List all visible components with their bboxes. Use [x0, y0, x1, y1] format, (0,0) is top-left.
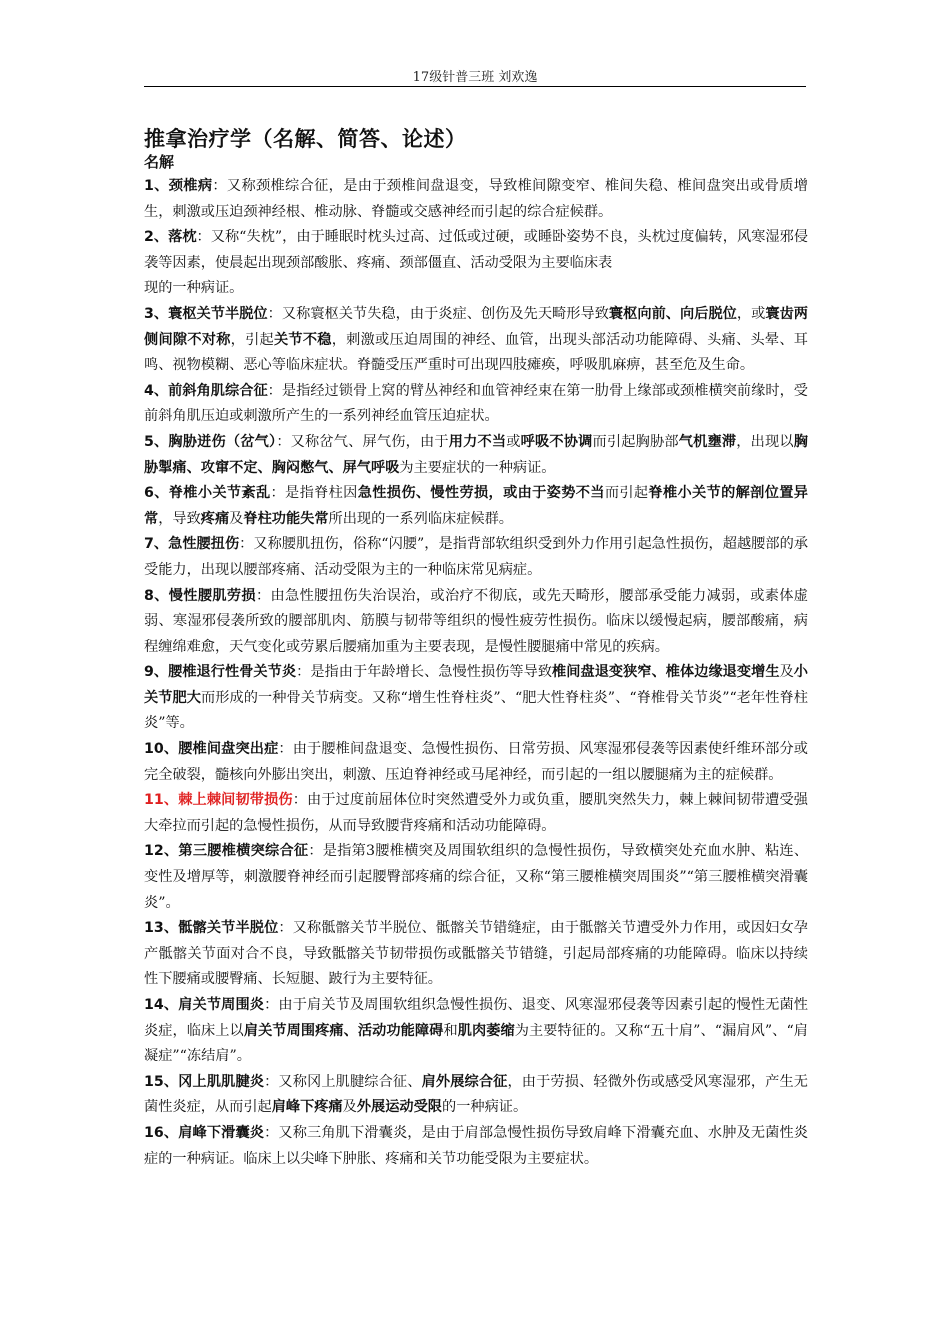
entry-term: 7、急性腰扭伤 [144, 536, 240, 553]
entry-definition: ：又称冈上肌腱综合征、肩外展综合征，由于劳损、轻微外伤或感受风寒湿邪，产生无菌性炎症，从而引起肩峰下疼痛及外展运动受限的一种病证。 [144, 1073, 808, 1116]
definition-entry [144, 430, 808, 481]
entry-definition: ：又称寰枢关节失稳，由于炎症、创伤及先天畸形导致寰枢向前、向后脱位，或寰齿两侧间隙不对称，引起关节不稳，刺激或压迫周围的神经、血管，出现头部活动功能障碍、头痛、头晕、耳鸣、视物模糊、恶心等临床症状。脊髓受压严重时可出现四肢瘫痪，呼吸肌麻痹，甚至危及生命。 [144, 305, 808, 374]
definition-entry [144, 225, 808, 302]
definition-entry [144, 839, 808, 916]
entry-definition: ：又称“失枕”，由于睡眠时枕头过高、过低或过硬，或睡卧姿势不良，头枕过度偏转，风寒湿邪侵袭等因素，使晨起出现颈部酸胀、疼痛、颈部僵直、活动受限为主要临床表 现的一种病证。 [144, 229, 809, 297]
entry-definition: ：又称三角肌下滑囊炎，是由于肩部急慢性损伤导致肩峰下滑囊充血、水肿及无菌性炎症的一种病证。临床上以尖峰下肿胀、疼痛和关节功能受限为主要症状。 [144, 1124, 808, 1167]
definition-entry [144, 1121, 808, 1172]
entry-term: 2、落枕 [144, 229, 197, 246]
definition-entry [144, 379, 808, 430]
entry-list [144, 174, 808, 1172]
definition-entry [144, 993, 808, 1070]
page-header: 17级针普三班 刘欢逸 [412, 70, 538, 85]
entry-definition: ：是指经过锁骨上窝的臂丛神经和血管神经束在第一肋骨上缘部或颈椎横突前缘时，受前斜角肌压迫或刺激所产生的一系列神经血管压迫症状。 [144, 382, 808, 425]
entry-term: 15、冈上肌肌腱炎 [144, 1073, 265, 1090]
entry-definition: ：由于肩关节及周围软组织急慢性损伤、退变、风寒湿邪侵袭等因素引起的慢性无菌性炎症，临床上以肩关节周围疼痛、活动功能障碍和肌肉萎缩为主要特征的。又称“五十肩”、“漏肩风”、“肩凝症”“冻结肩”。 [144, 997, 808, 1065]
entry-definition: ：由于腰椎间盘退变、急慢性损伤、日常劳损、风寒湿邪侵袭等因素使纤维环部分或完全破裂，髓核向外膨出突出，刺激、压迫脊神经或马尾神经，而引起的一组以腰腿痛为主的症候群。 [144, 741, 808, 783]
entry-term: 3、寰枢关节半脱位 [144, 305, 268, 322]
entry-term: 1、颈椎病 [144, 178, 213, 194]
entry-term: 10、腰椎间盘突出症 [144, 741, 279, 758]
entry-term: 14、肩关节周围炎 [144, 997, 265, 1013]
definition-entry [144, 174, 808, 225]
definition-entry [144, 1070, 808, 1121]
definition-entry [144, 302, 808, 379]
entry-definition: ：又称颈椎综合征，是由于颈椎间盘退变，导致椎间隙变窄、椎间失稳、椎间盘突出或骨质增生，刺激或压迫颈神经根、椎动脉、脊髓或交感神经而引起的综合症候群。 [144, 178, 808, 220]
entry-term: 16、肩峰下滑囊炎 [144, 1124, 265, 1141]
entry-term: 12、第三腰椎横突综合征 [144, 843, 309, 860]
header-rule [144, 86, 806, 87]
definition-entry [144, 532, 808, 583]
entry-term: 13、骶髂关节半脱位 [144, 920, 279, 937]
definition-entry [144, 660, 808, 737]
entry-definition: ：是指脊柱因急性损伤、慢性劳损，或由于姿势不当而引起脊椎小关节的解剖位置异常，导致疼痛及脊柱功能失常所出现的一系列临床症候群。 [144, 485, 808, 527]
entry-term: 9、腰椎退行性骨关节炎 [144, 664, 297, 681]
entry-term: 8、慢性腰肌劳损 [144, 587, 256, 604]
entry-definition: ：由急性腰扭伤失治误治，或治疗不彻底，或先天畸形，腰部承受能力减弱，或素体虚弱、寒湿邪侵袭所致的腰部肌肉、筋膜与韧带等组织的慢性疲劳性损伤。临床以缓慢起病，腰部酸痛，病程缠绵难愈，天气变化或劳累后腰痛加重为主要表现，是慢性腰腿痛中常见的疾病。 [144, 587, 808, 655]
definition-entry [144, 737, 808, 788]
definition-entry [144, 788, 808, 839]
entry-term: 11、棘上棘间韧带损伤 [144, 792, 293, 809]
entry-definition: ：又称岔气、屏气伤，由于用力不当或呼吸不协调而引起胸胁部气机壅滞，出现以胸胁掣痛、攻窜不定、胸闷憋气、屏气呼吸为主要症状的一种病证。 [144, 433, 808, 476]
entry-definition: ：又称腰肌扭伤，俗称“闪腰”，是指背部软组织受到外力作用引起急性损伤，超越腰部的承受能力，出现以腰部疼痛、活动受限为主的一种临床常见病症。 [144, 536, 808, 578]
definition-entry [144, 481, 808, 532]
entry-definition: ：又称骶髂关节半脱位、骶髂关节错缝症，由于骶髂关节遭受外力作用，或因妇女孕产骶髂关节面对合不良，导致骶髂关节韧带损伤或骶髂关节错缝，引起局部疼痛的功能障碍。临床以持续性下腰痛或腰臀痛、长短腿、跛行为主要特征。 [144, 920, 808, 988]
entry-definition: ：是指第3腰椎横突及周围软组织的急慢性损伤，导致横突处充血水肿、粘连、变性及增厚等，刺激腰脊神经而引起腰臀部疼痛的综合征，又称“第三腰椎横突周围炎”“第三腰椎横突滑囊炎”。 [144, 843, 809, 911]
document-title: 推拿治疗学（名解、简答、论述） [144, 127, 467, 151]
definition-entry [144, 584, 808, 661]
entry-term: 5、胸胁迸伤（岔气） [144, 433, 277, 450]
entry-term: 4、前斜角肌综合征 [144, 382, 268, 399]
entry-term: 6、脊椎小关节紊乱 [144, 485, 271, 502]
entry-definition: ：由于过度前屈体位时突然遭受外力或负重，腰肌突然失力，棘上棘间韧带遭受强大牵拉而引起的急慢性损伤，从而导致腰背疼痛和活动功能障碍。 [144, 792, 808, 834]
entry-definition: ：是指由于年龄增长、急慢性损伤等导致椎间盘退变狭窄、椎体边缘退变增生及小关节肥大而形成的一种骨关节病变。又称“增生性脊柱炎”、“肥大性脊柱炎”、“脊椎骨关节炎”“老年性脊柱炎”等。 [144, 664, 808, 732]
definition-entry [144, 916, 808, 993]
section-heading: 名解 [144, 153, 175, 171]
